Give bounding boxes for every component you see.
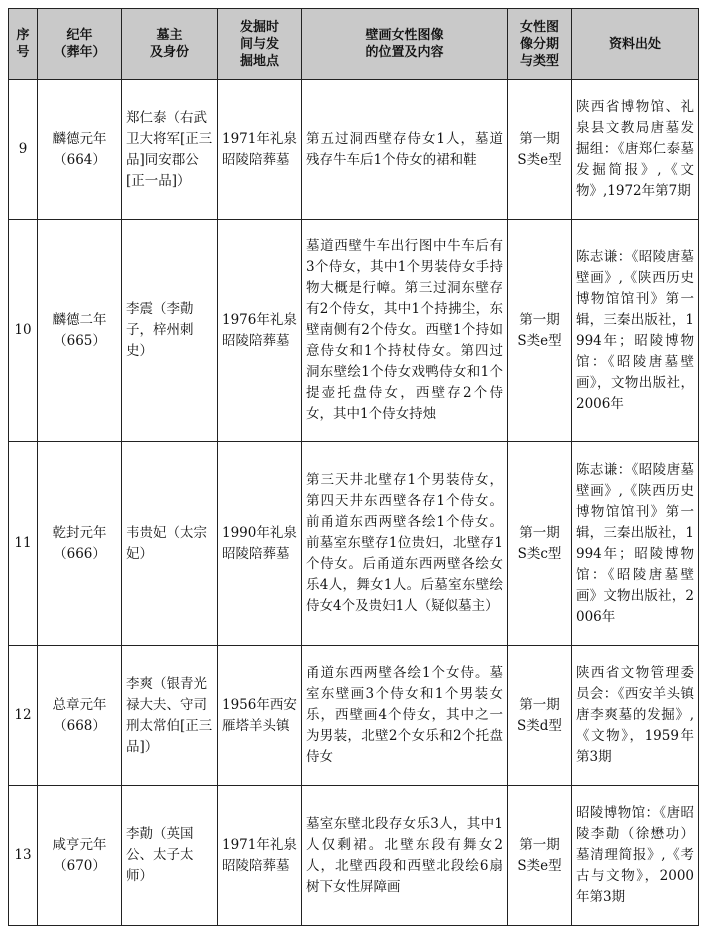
header-era: 纪年 （葬年） (38, 9, 122, 80)
cell-stage: 第一期 S类d型 (508, 646, 572, 786)
header-owner: 墓主 及身份 (122, 9, 218, 80)
cell-source: 陈志谦：《昭陵唐墓壁画》,《陕西历史博物馆馆刊》第一辑，三秦出版社，1994年；昭陵博物馆：《昭陵唐墓壁画》文物出版社，2006年 (572, 442, 699, 646)
cell-era: 总章元年 （668） (38, 646, 122, 786)
table-row (9, 786, 699, 926)
cell-no: 9 (9, 80, 38, 220)
cell-era: 乾封元年 （666） (38, 442, 122, 646)
cell-stage: 第一期 S类e型 (508, 220, 572, 442)
table-row (9, 442, 699, 646)
cell-mural: 墓道西壁牛车出行图中牛车后有3个侍女，其中1个男装侍女手持物大概是行幛。第三过洞东壁存有2个侍女，其中1个持拂尘，东壁南侧有2个侍女。西壁1个持如意侍女和1个持杖侍女。第四过洞东壁绘1个侍女戏鸭侍女和1个提壶托盘侍女，西壁存2个侍女，其中1个侍女持烛 (302, 220, 508, 442)
cell-owner: 李震（李勣子，梓州刺史） (122, 220, 218, 442)
header-no: 序 号 (9, 9, 38, 80)
cell-excavation: 1956年西安雁塔羊头镇 (218, 646, 302, 786)
cell-mural: 甬道东西两壁各绘1个女侍。墓室东壁画3个侍女和1个男装女乐，西壁画4个侍女，其中之一为男装，北壁2个女乐和2个托盘侍女 (302, 646, 508, 786)
cell-owner: 李爽（银青光禄大夫、守司刑太常伯[正三品]） (122, 646, 218, 786)
cell-no: 12 (9, 646, 38, 786)
cell-excavation: 1976年礼泉昭陵陪葬墓 (218, 220, 302, 442)
cell-owner: 郑仁泰（右武卫大将军[正三品]同安郡公[正一品]） (122, 80, 218, 220)
cell-excavation: 1990年礼泉昭陵陪葬墓 (218, 442, 302, 646)
cell-owner: 李勣（英国公、太子太师） (122, 786, 218, 926)
cell-source: 昭陵博物馆：《唐昭陵李勣（徐懋功）墓清理简报》,《考古与文物》，2000年第3期 (572, 786, 699, 926)
cell-era: 咸亨元年 （670） (38, 786, 122, 926)
header-excavation: 发掘时 间与发 掘地点 (218, 9, 302, 80)
cell-mural: 第三天井北壁存1个男装侍女，第四天井东西壁各存1个侍女。前甬道东西两壁各绘1个侍女。前墓室东壁存1位贵妇，北壁存1个侍女。后甬道东西两壁各绘女乐4人，舞女1人。后墓室东壁绘侍女4个及贵妇1人（疑似墓主） (302, 442, 508, 646)
table-body (9, 80, 699, 926)
header-source: 资料出处 (572, 9, 699, 80)
cell-owner: 韦贵妃（太宗妃） (122, 442, 218, 646)
cell-no: 10 (9, 220, 38, 442)
cell-era: 麟德二年 （665） (38, 220, 122, 442)
header-row (9, 9, 699, 80)
cell-excavation: 1971年礼泉昭陵陪葬墓 (218, 786, 302, 926)
table-row (9, 80, 699, 220)
table-row (9, 220, 699, 442)
cell-era: 麟德元年 （664） (38, 80, 122, 220)
cell-stage: 第一期 S类e型 (508, 786, 572, 926)
mural-records-table (8, 8, 699, 926)
cell-mural: 第五过洞西壁存侍女1人，墓道残存牛车后1个侍女的裙和鞋 (302, 80, 508, 220)
cell-source: 陈志谦：《昭陵唐墓壁画》,《陕西历史博物馆馆刊》第一辑，三秦出版社，1994年；昭陵博物馆：《昭陵唐墓壁画》，文物出版社，2006年 (572, 220, 699, 442)
cell-excavation: 1971年礼泉昭陵陪葬墓 (218, 80, 302, 220)
cell-stage: 第一期 S类c型 (508, 442, 572, 646)
header-stage: 女性图 像分期 与类型 (508, 9, 572, 80)
table-header (9, 9, 699, 80)
cell-no: 11 (9, 442, 38, 646)
header-mural: 壁画女性图像 的位置及内容 (302, 9, 508, 80)
cell-no: 13 (9, 786, 38, 926)
cell-source: 陕西省博物馆、礼泉县文教局唐墓发掘组：《唐郑仁泰墓发掘简报》,《文物》,1972年第7期 (572, 80, 699, 220)
cell-stage: 第一期 S类e型 (508, 80, 572, 220)
cell-source: 陕西省文物管理委员会：《西安羊头镇唐李爽墓的发掘》,《文物》，1959年第3期 (572, 646, 699, 786)
cell-mural: 墓室东壁北段存女乐3人，其中1人仅剩裙。北壁东段有舞女2人，北壁西段和西壁北段绘6扇树下女性屏障画 (302, 786, 508, 926)
table-row (9, 646, 699, 786)
